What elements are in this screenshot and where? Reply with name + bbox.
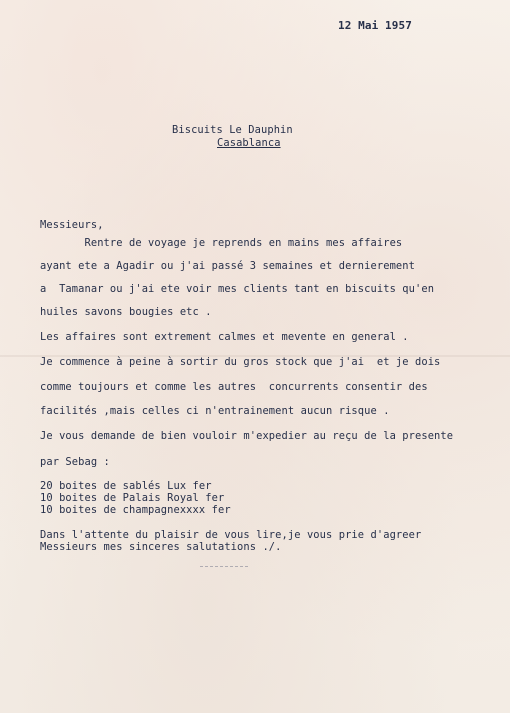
body-line: a Tamanar ou j'ai ete voir mes clients tant en biscuits qu'en	[40, 283, 435, 295]
order-item: 10 boites de Palais Royal fer	[40, 492, 225, 504]
closing-line: Dans l'attente du plaisir de vous lire,je vous prie d'agreer	[40, 529, 422, 541]
recipient-name: Biscuits Le Dauphin	[172, 124, 293, 136]
body-line: comme toujours et comme les autres concurrents consentir des	[40, 381, 428, 393]
body-line: Les affaires sont extrement calmes et mevente en general .	[40, 331, 409, 343]
salutation: Messieurs,	[40, 219, 104, 231]
body-line: Je vous demande de bien vouloir m'expedier au reçu de la presente	[40, 430, 454, 442]
closing-line: Messieurs mes sinceres salutations ./.	[40, 541, 282, 553]
body-line: Je commence à peine à sortir du gros stock que j'ai et je dois	[40, 356, 441, 368]
faint-typed-dashes	[200, 566, 248, 567]
letter-date: 12 Mai 1957	[338, 19, 412, 32]
body-line: par Sebag :	[40, 456, 110, 468]
order-item: 10 boites de champagnexxxx fer	[40, 504, 231, 516]
body-line: Rentre de voyage je reprends en mains mes affaires	[40, 237, 403, 249]
body-line: huiles savons bougies etc .	[40, 306, 212, 318]
body-line: facilités ,mais celles ci n'entrainement aucun risque .	[40, 405, 390, 417]
recipient-city: Casablanca	[217, 137, 281, 149]
body-line: ayant ete a Agadir ou j'ai passé 3 semaines et dernierement	[40, 260, 415, 272]
order-item: 20 boites de sablés Lux fer	[40, 480, 212, 492]
